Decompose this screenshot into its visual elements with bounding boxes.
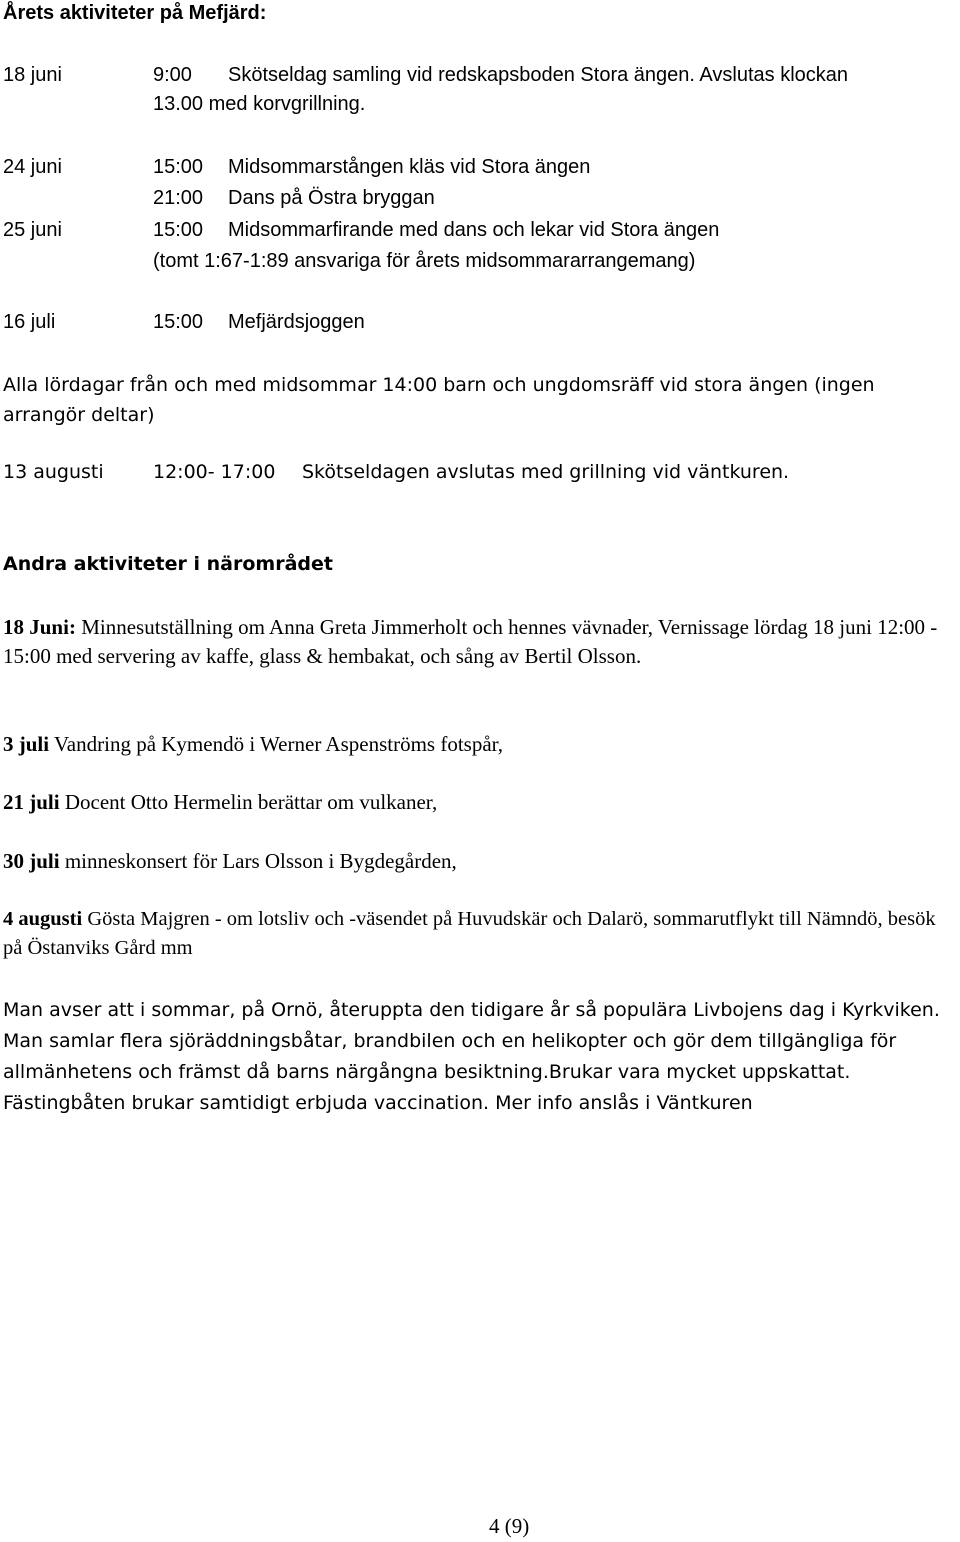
schedule-date: 24 juni — [3, 156, 62, 178]
august-time: 12:00- 17:00 — [153, 461, 276, 483]
event-text: Minnesutställning om Anna Greta Jimmerholt och hennes vävnader, Vernissage lördag 18 juni 12:00 - 15:00 med servering av kaffe, glass & hembakat, och sång av Bertil Olsson. — [3, 615, 938, 668]
page-number: 4 (9) — [489, 1514, 530, 1538]
event-item — [3, 788, 958, 817]
event-item — [3, 847, 958, 876]
schedule-text: Midsommarstången kläs vid Stora ängen — [228, 156, 591, 178]
joggen-time: 15:00 — [153, 311, 204, 333]
other-activities-heading: Andra aktiviteter i närområdet — [3, 553, 333, 575]
event-item — [3, 613, 958, 671]
schedule-text: Midsommarfirande med dans och lekar vid Stora ängen — [228, 219, 720, 241]
august-text: Skötseldagen avslutas med grillning vid väntkuren. — [302, 461, 790, 483]
event-text: Vandring på Kymendö i Werner Aspenströms fotspår, — [49, 732, 504, 756]
event-date: 4 augusti — [3, 908, 83, 930]
event-date: 3 juli — [3, 732, 50, 756]
joggen-text: Mefjärdsjoggen — [228, 311, 365, 333]
event-text: minneskonsert för Lars Olsson i Bygdegården, — [59, 849, 457, 873]
schedule-time: 9:00 — [153, 64, 192, 86]
schedule-text: Dans på Östra bryggan — [228, 187, 435, 209]
august-date: 13 augusti — [3, 461, 104, 483]
event-item — [3, 730, 958, 759]
saturday-note: Alla lördagar från och med midsommar 14:00 barn och ungdomsräff vid stora ängen (ingen arrangör deltar) — [3, 374, 875, 426]
page-heading: Årets aktiviteter på Mefjärd: — [3, 2, 267, 24]
final-paragraph: Man avser att i sommar, på Ornö, återuppta den tidigare år så populära Livbojens dag i Kyrkviken. Man samlar flera sjöräddningsbåtar, brandbilen och en helikopter och gör dem tillgängliga för allmänhetens och främst då barns närgångna besiktning.Brukar vara mycket uppskattat. Fästingbåten brukar samtidigt erbjuda vaccination. Mer info anslås i Väntkuren — [3, 999, 940, 1114]
event-text: Gösta Majgren - om lotsliv och -väsendet på Huvudskär och Dalarö, sommarutflykt till Nämndö, besök på Östanviks Gård mm — [3, 908, 936, 959]
event-date: 21 juli — [3, 790, 60, 814]
event-item — [3, 905, 958, 963]
schedule-date: 18 juni — [3, 64, 62, 86]
event-text: Docent Otto Hermelin berättar om vulkaner, — [59, 790, 438, 814]
event-date: 18 Juni: — [3, 615, 76, 639]
event-date: 30 juli — [3, 849, 60, 873]
schedule-time: 15:00 — [153, 156, 204, 178]
schedule-text: Skötseldag samling vid redskapsboden Stora ängen. Avslutas klockan — [228, 64, 849, 86]
schedule-time: 21:00 — [153, 187, 204, 209]
schedule-text-cont: 13.00 med korvgrillning. — [153, 93, 366, 115]
schedule-date: 25 juni — [3, 219, 62, 241]
schedule-text-cont: (tomt 1:67-1:89 ansvariga för årets midsommararrangemang) — [153, 250, 696, 272]
joggen-date: 16 juli — [3, 311, 56, 333]
schedule-time: 15:00 — [153, 219, 204, 241]
